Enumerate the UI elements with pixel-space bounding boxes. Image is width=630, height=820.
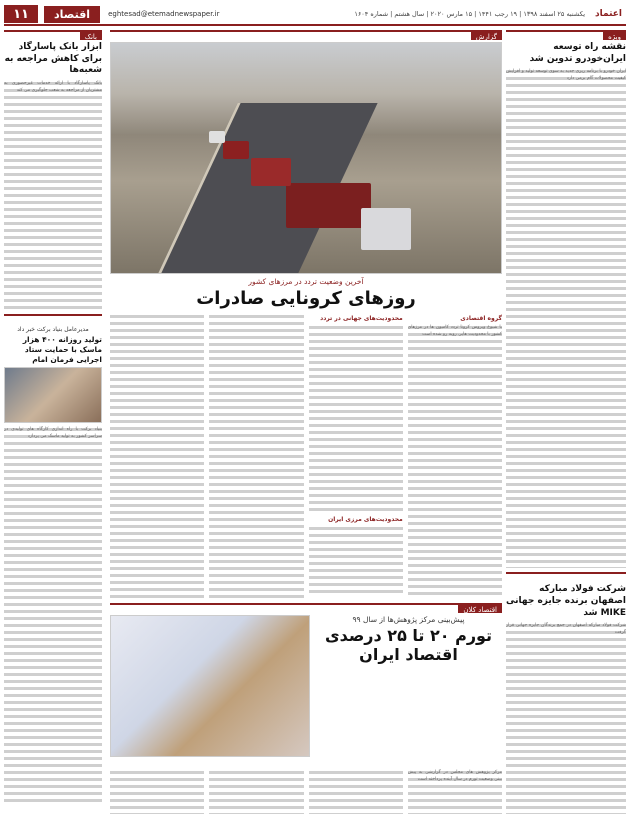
main-subhead-1: محدودیت‌های جهانی در تردد [320, 315, 403, 322]
main-column [110, 30, 502, 814]
article-body-masks: بنیاد برکت با راه اندازی کارگاه های تولیدی در سراسر کشور به تولید ماسک می پردازد [4, 426, 102, 806]
article-body-foolad: شرکت فولاد مبارکه اصفهان در جمع برندگان جایزه جهانی قرار گرفت [506, 622, 626, 814]
page-header [4, 4, 626, 26]
newspaper-logo: اعتماد [595, 9, 622, 19]
mask-kicker: مدیرعامل بنیاد برکت خبر داد [17, 326, 89, 334]
section-email: eghtesad@etemadnewspaper.ir [108, 10, 220, 18]
section-title: اقتصاد [44, 6, 100, 23]
main-article-columns [110, 313, 502, 599]
shopping-woman-photo [110, 615, 310, 757]
article-title-pasargad: ابزار بانک پاسارگاد برای کاهش مراجعه به شعبه‌ها [4, 42, 102, 76]
main-subhead-2: محدودیت‌های مرزی ایران [328, 516, 403, 523]
trucks-photo [110, 42, 502, 274]
article-title-masks: تولید روزانه ۴۰۰ هزار ماسک با حمایت ستاد اجرایی فرمان امام [22, 335, 102, 364]
right-column [506, 30, 626, 814]
article-title-iran-khodro: نقشه راه توسعه ایران‌خودرو تدوین شد [529, 42, 626, 64]
tag-special: ویژه [603, 32, 626, 40]
article-title-foolad: شرکت فولاد مبارکه اصفهان برنده جایزه جهانی MIKE شد [506, 584, 626, 618]
tag-report: گزارش [471, 32, 502, 40]
mask-workers-photo [4, 367, 102, 423]
inflation-headline: تورم ۲۰ تا ۲۵ درصدی اقتصاد ایران [324, 626, 493, 664]
main-kicker: آخرین وضعیت تردد در مرزهای کشور [248, 277, 364, 286]
tag-macro: اقتصاد کلان [458, 605, 502, 613]
main-headline: روزهای کرونایی صادرات [196, 288, 416, 309]
dateline: یکشنبه ۲۵ اسفند ۱۳۹۸ | ۱۹ رجب ۱۴۴۱ | ۱۵ مارس ۲۰۲۰ | سال هشتم | شماره ۱۶۰۴ [354, 10, 586, 18]
main-body-col1: با شیوع ویروس کرونا تردد کامیون ها در مرزهای کشور با محدودیت هایی روبه رو شده است [408, 324, 502, 599]
main-byline: گروه اقتصادی [460, 315, 502, 322]
left-column [4, 30, 102, 814]
article-body-iran-khodro: ایران خودرو با برنامه ریزی جدید به سوی توسعه تولید و افزایش کیفیت محصولات گام برمی دارد [506, 68, 626, 568]
inflation-body: مرکز پژوهش های مجلس در گزارشی به پیش بینی وضعیت تورم در سال آینده پرداخته است [408, 769, 502, 814]
inflation-kicker: پیش‌بینی مرکز پژوهش‌ها از سال ۹۹ [352, 615, 465, 624]
tag-bank: بانک [80, 32, 102, 40]
page-number: ۱۱ [4, 5, 38, 23]
article-body-pasargad: بانک پاسارگاد با ارائه خدمات غیرحضوری به مشتریان از مراجعه به شعب جلوگیری می کند [4, 80, 102, 310]
